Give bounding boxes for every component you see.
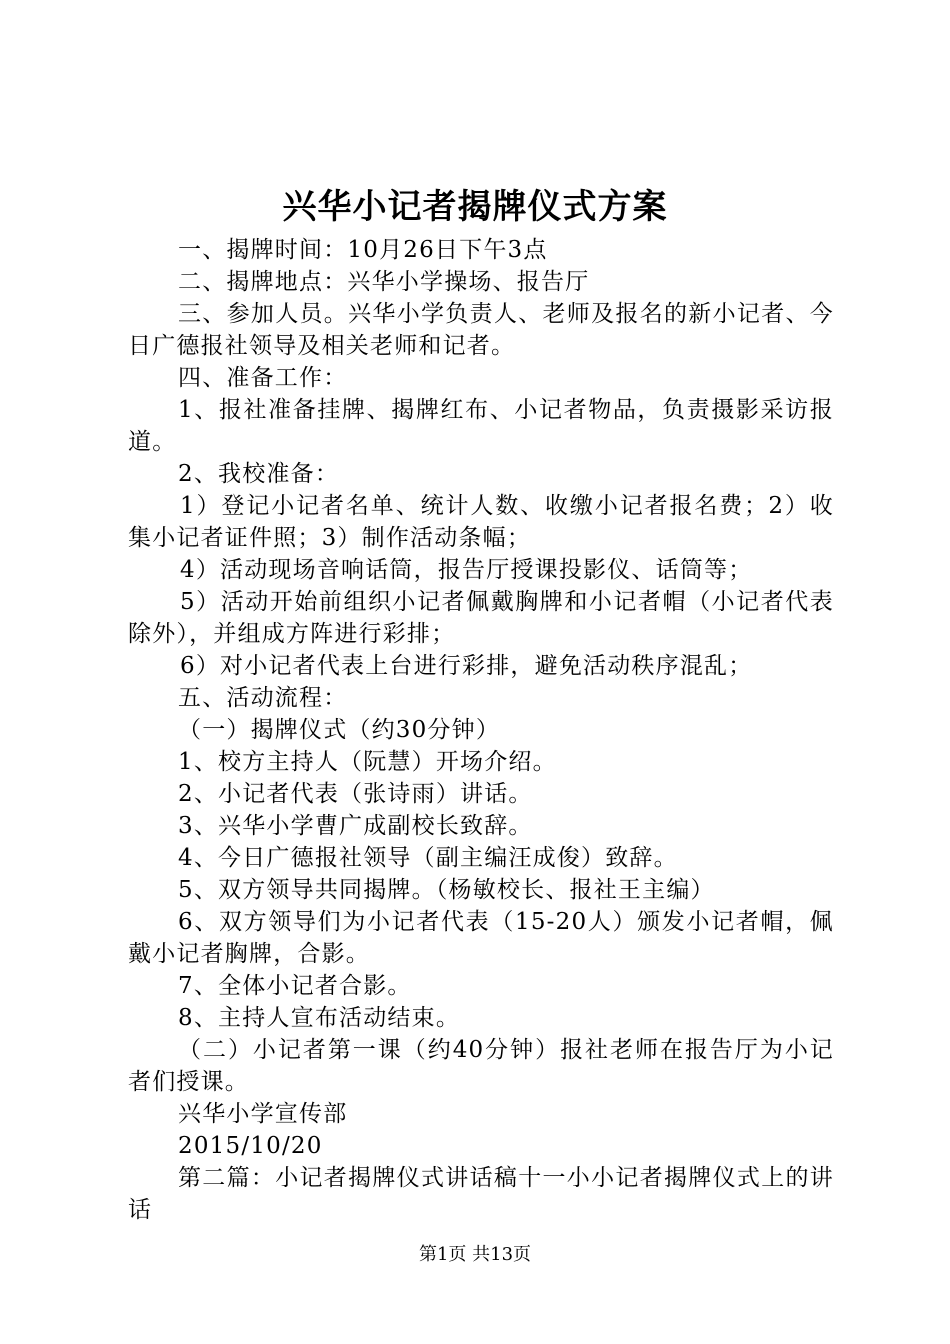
paragraph-step-8: 8、主持人宣布活动结束。 xyxy=(178,1005,461,1031)
paragraph-ceremony-heading: （一）揭牌仪式（约30分钟） xyxy=(178,717,501,743)
paragraph-prep-school: 2、我校准备： xyxy=(178,461,340,487)
paragraph-step-3: 3、兴华小学曹广成副校长致辞。 xyxy=(178,813,533,839)
paragraph-time: 一、揭牌时间：10月26日下午3点 xyxy=(178,237,548,263)
paragraph-step-4: 4、今日广德报社领导（副主编汪成俊）致辞。 xyxy=(178,845,678,871)
document-title: 兴华小记者揭牌仪式方案 xyxy=(282,187,668,227)
paragraph-signature: 兴华小学宣传部 xyxy=(178,1101,348,1127)
paragraph-step-1: 1、校方主持人（阮慧）开场介绍。 xyxy=(178,749,557,775)
paragraph-prep-item-5: 5）活动开始前组织小记者佩戴胸牌和小记者帽（小记者代表除外），并组成方阵进行彩排； xyxy=(128,589,834,647)
paragraph-step-5: 5、双方领导共同揭牌。（杨敏校长、报社王主编） xyxy=(178,877,715,903)
paragraph-location: 二、揭牌地点：兴华小学操场、报告厅 xyxy=(178,269,590,295)
paragraph-prep-item-1: 1）登记小记者名单、统计人数、收缴小记者报名费；2）收集小记者证件照；3）制作活动条幅； xyxy=(128,493,834,551)
paragraph-prep-item-4: 4）活动现场音响话筒，报告厅授课投影仪、话筒等； xyxy=(180,557,753,583)
paragraph-participants: 三、参加人员。兴华小学负责人、老师及报名的新小记者、今日广德报社领导及相关老师和记者。 xyxy=(128,301,834,359)
paragraph-step-6: 6、双方领导们为小记者代表（15-20人）颁发小记者帽，佩戴小记者胸牌，合影。 xyxy=(128,909,834,967)
paragraph-first-lesson: （二）小记者第一课（约40分钟）报社老师在报告厅为小记者们授课。 xyxy=(128,1037,834,1095)
paragraph-date: 2015/10/20 xyxy=(178,1133,323,1159)
paragraph-preparation-heading: 四、准备工作： xyxy=(178,365,348,391)
paragraph-second-article: 第二篇：小记者揭牌仪式讲话稿十一小小记者揭牌仪式上的讲话 xyxy=(128,1165,834,1223)
page-number: 第1页 共13页 xyxy=(418,1244,532,1265)
paragraph-prep-newspaper: 1、报社准备挂牌、揭牌红布、小记者物品，负责摄影采访报道。 xyxy=(128,397,834,455)
paragraph-prep-item-6: 6）对小记者代表上台进行彩排，避免活动秩序混乱； xyxy=(180,653,753,679)
paragraph-step-7: 7、全体小记者合影。 xyxy=(178,973,412,999)
paragraph-process-heading: 五、活动流程： xyxy=(178,685,348,711)
document-body xyxy=(128,234,834,1226)
paragraph-step-2: 2、小记者代表（张诗雨）讲话。 xyxy=(178,781,533,807)
